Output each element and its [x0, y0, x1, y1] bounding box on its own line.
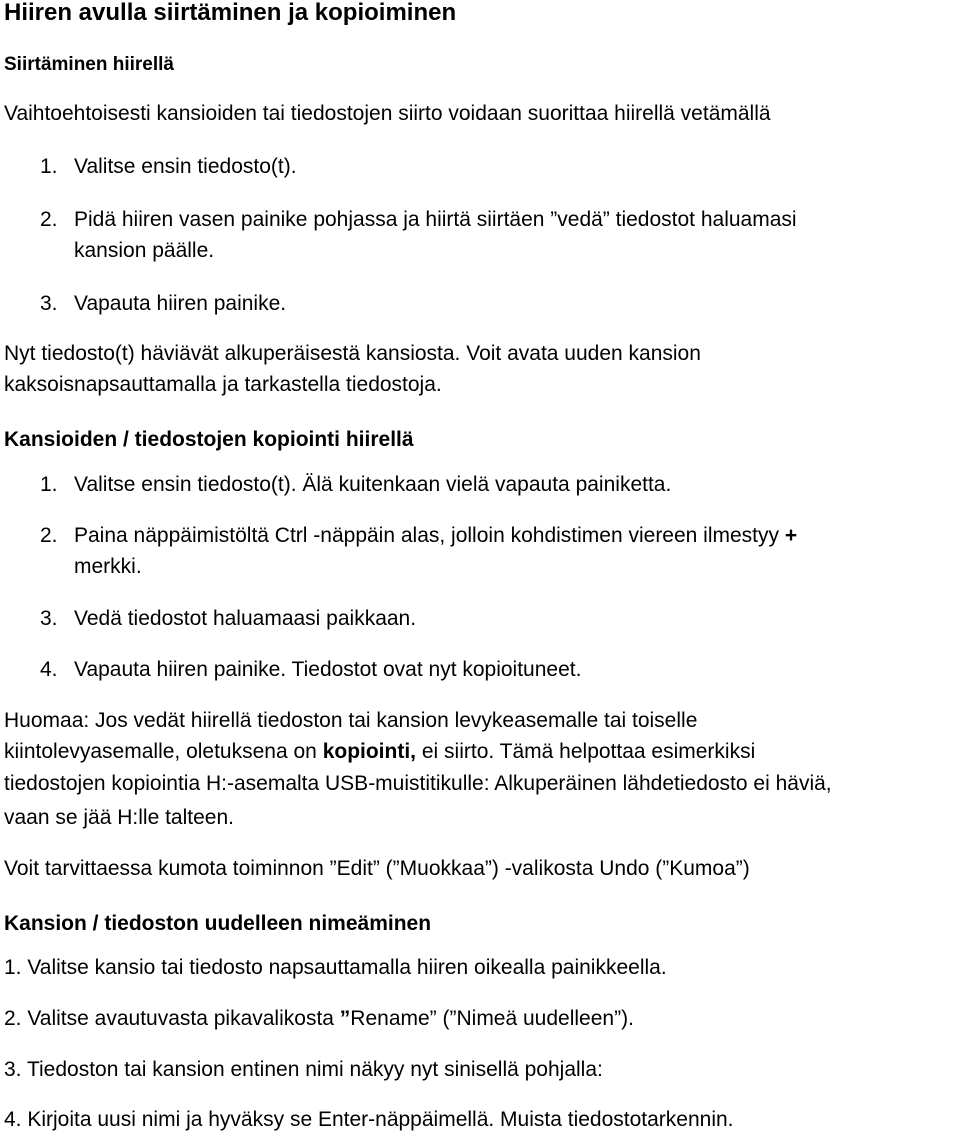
plus-sign: + — [784, 524, 798, 547]
copy-step-text — [74, 523, 797, 549]
move-step-text: kansion päälle. — [74, 239, 215, 262]
copy-heading: Kansioiden / tiedostojen kopiointi hiirellä — [4, 428, 414, 451]
bold-quote: ” — [339, 1007, 351, 1030]
rename-step — [4, 1006, 634, 1032]
rename-step-text: 2. Valitse avautuvasta pikavalikosta — [4, 1007, 340, 1030]
rename-step: 3. Tiedoston tai kansion entinen nimi näkyy nyt sinisellä pohjalla: — [4, 1058, 603, 1081]
move-result-line: Nyt tiedosto(t) häviävät alkuperäisestä kansiosta. Voit avata uuden kansion — [4, 342, 701, 365]
copy-step-text: merkki. — [74, 555, 142, 578]
move-step-number: 3. — [40, 292, 58, 315]
page-title: Hiiren avulla siirtäminen ja kopioiminen — [4, 0, 457, 26]
note-line: tiedostojen kopiointia H:-asemalta USB-muistitikulle: Alkuperäinen lähdetiedosto ei häviä, — [4, 772, 832, 795]
rename-step: 4. Kirjoita uusi nimi ja hyväksy se Enter-näppäimellä. Muista tiedostotarkennin. — [4, 1108, 734, 1131]
move-step-number: 1. — [40, 155, 58, 178]
note-line: vaan se jää H:lle talteen. — [4, 806, 234, 829]
copy-step-number: 4. — [40, 658, 58, 681]
copy-step-text-part: Paina näppäimistöltä Ctrl -näppäin alas, jolloin kohdistimen viereen ilmestyy — [74, 524, 785, 547]
copy-step-number: 2. — [40, 524, 58, 547]
move-step-text: Vapauta hiiren painike. — [74, 292, 287, 315]
note-line — [4, 739, 755, 765]
copy-step-text: Valitse ensin tiedosto(t). Älä kuitenkaan vielä vapauta painiketta. — [74, 473, 672, 496]
move-heading: Siirtäminen hiirellä — [4, 54, 174, 75]
rename-heading: Kansion / tiedoston uudelleen nimeäminen — [4, 912, 432, 935]
move-step-text: Valitse ensin tiedosto(t). — [74, 155, 297, 178]
note-text: kiintolevyasemalle, oletuksena on — [4, 740, 323, 763]
undo-line: Voit tarvittaessa kumota toiminnon ”Edit” (”Muokkaa”) -valikosta Undo (”Kumoa”) — [4, 857, 750, 880]
move-step-number: 2. — [40, 208, 58, 231]
note-bold-text: kopiointi, — [322, 740, 417, 763]
move-intro: Vaihtoehtoisesti kansioiden tai tiedostojen siirto voidaan suorittaa hiirellä vetämällä — [4, 102, 771, 125]
copy-step-text: Vedä tiedostot haluamaasi paikkaan. — [74, 607, 417, 630]
move-result-line: kaksoisnapsauttamalla ja tarkastella tiedostoja. — [4, 373, 442, 396]
copy-step-text: Vapauta hiiren painike. Tiedostot ovat nyt kopioituneet. — [74, 658, 582, 681]
copy-step-number: 3. — [40, 607, 58, 630]
move-step-text: Pidä hiiren vasen painike pohjassa ja hiirtä siirtäen ”vedä” tiedostot haluamasi — [74, 208, 797, 231]
rename-step-text: Rename” (”Nimeä uudelleen”). — [350, 1007, 634, 1030]
rename-step: 1. Valitse kansio tai tiedosto napsauttamalla hiiren oikealla painikkeella. — [4, 956, 667, 979]
copy-step-number: 1. — [40, 473, 58, 496]
note-text: ei siirto. Tämä helpottaa esimerkiksi — [416, 740, 756, 763]
note-line: Huomaa: Jos vedät hiirellä tiedoston tai kansion levykeasemalle tai toiselle — [4, 709, 698, 732]
